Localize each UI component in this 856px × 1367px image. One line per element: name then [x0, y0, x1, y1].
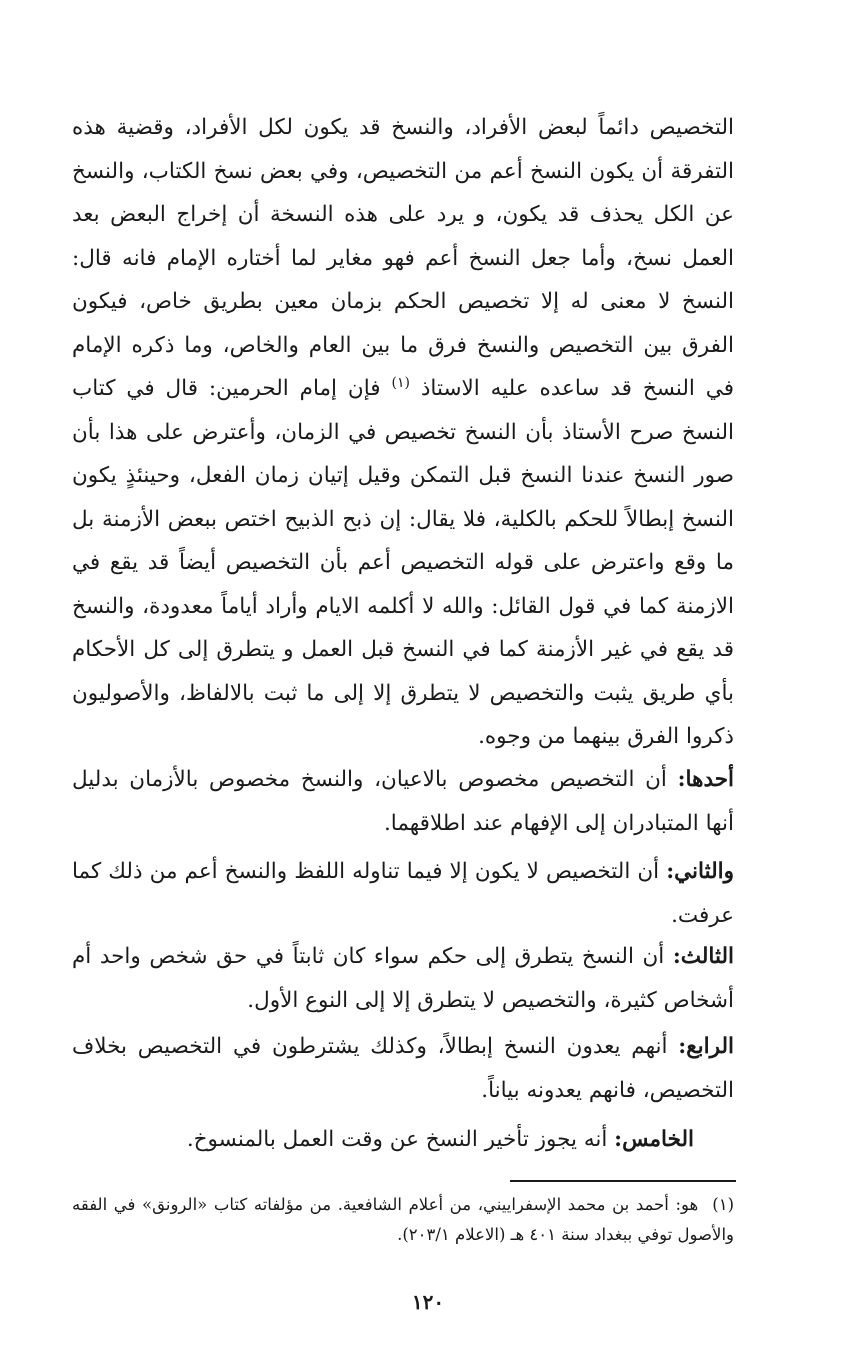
- point-1-lead: أحدها:: [677, 767, 734, 792]
- intro-paragraph: [72, 106, 734, 759]
- footnote-text: هو: أحمد بن محمد الإسفراييني، من أعلام الشافعية. من مؤلفاته كتاب «الرونق» في الفقه والأصول توفي ببغداد سنة ٤٠١ هـ (الاعلام ٢٠٣/١).: [72, 1195, 734, 1244]
- footnote-reference[interactable]: (١): [391, 374, 410, 391]
- page-number: ١٢٠: [411, 1290, 445, 1314]
- point-4: [72, 1025, 734, 1112]
- point-3-lead: الثالث:: [672, 944, 734, 969]
- intro-text-part2: فإن إمام الحرمين: قال في كتاب النسخ صرح الأستاذ بأن النسخ تخصيص في الزمان، وأعترض على هذا بأن صور النسخ عندنا النسخ قبل التمكن وقيل إتيان زمان الفعل، وحينئذٍ يكون النسخ إبطالاً للحكم بالكلية، فلا يقال: إن ذبح الذبيح اختص ببعض الأزمنة بل ما وقع واعترض على قوله التخصيص أعم بأن التخصيص أيضاً قد يقع في الازمنة كما في قول القائل: والله لا أكلمه الايام وأراد أياماً معدودة، والنسخ قد يقع في غير الأزمنة كما في النسخ قبل العمل و يتطرق إلى كل الأحكام بأي طريق يثبت والتخصيص لا يتطرق إلا إلى ما ثبت بالالفاظ، والأصوليون ذكروا الفرق بينهما من وجوه.: [72, 376, 734, 749]
- point-5: [72, 1118, 734, 1162]
- point-2-lead: والثاني:: [666, 859, 734, 884]
- point-3-text: أن النسخ يتطرق إلى حكم سواء كان ثابتاً في حق شخص واحد أم أشخاص كثيرة، والتخصيص لا يتطرق إلا إلى النوع الأول.: [72, 944, 734, 1013]
- point-2: [72, 850, 734, 937]
- footnote-divider: [510, 1180, 736, 1182]
- point-5-text: أنه يجوز تأخير النسخ عن وقت العمل بالمنسوخ.: [186, 1127, 615, 1152]
- footnote: [72, 1190, 734, 1250]
- main-paragraph: [72, 106, 734, 759]
- point-4-text: أنهم يعدون النسخ إبطالاً، وكذلك يشترطون في التخصيص بخلاف التخصيص، فانهم يعدونه بياناً.: [72, 1034, 734, 1103]
- point-5-lead: الخامس:: [614, 1127, 694, 1152]
- point-1: [72, 758, 734, 845]
- point-3: [72, 935, 734, 1022]
- intro-text-part1: التخصيص دائماً لبعض الأفراد، والنسخ قد يكون لكل الأفراد، وقضية هذه التفرقة أن يكون النسخ أعم من التخصيص، وفي بعض نسخ الكتاب، والنسخ عن الكل يحذف قد يكون، و يرد على هذه النسخة أن إخراج البعض بعد العمل نسخ، وأما جعل النسخ أعم فهو مغاير لما أختاره الإمام فانه قال: النسخ لا معنى له إلا تخصيص الحكم بزمان معين بطريق خاص، فيكون الفرق بين التخصيص والنسخ فرق ما بين العام والخاص، وما ذكره الإمام في النسخ قد ساعده عليه الاستاذ: [72, 115, 734, 401]
- point-2-text: أن التخصيص لا يكون إلا فيما تناوله اللفظ والنسخ أعم من ذلك كما عرفت.: [72, 859, 734, 928]
- point-4-lead: الرابع:: [678, 1034, 734, 1059]
- point-1-text: أن التخصيص مخصوص بالاعيان، والنسخ مخصوص بالأزمان بدليل أنها المتبادران إلى الإفهام عند اطلاقهما.: [72, 767, 734, 836]
- footnote-number: (١): [712, 1195, 734, 1214]
